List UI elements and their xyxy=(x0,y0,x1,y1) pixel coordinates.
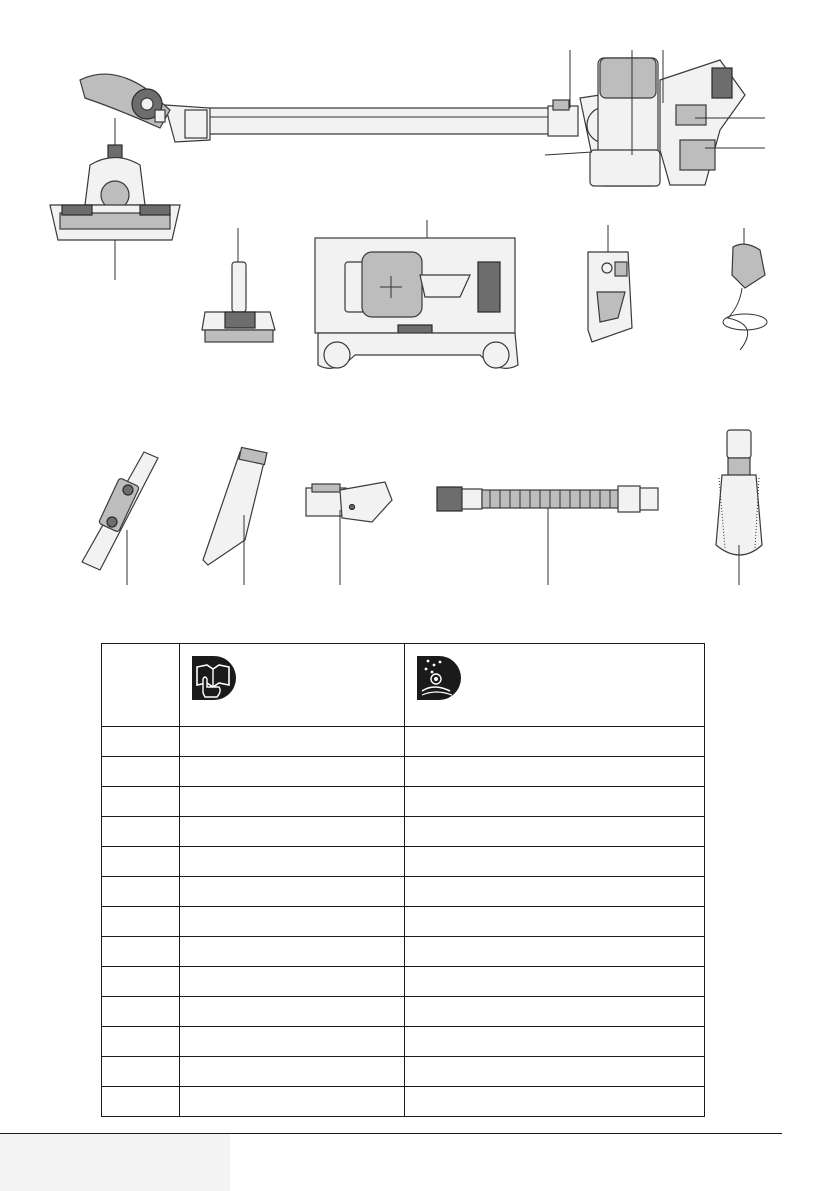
wall-mount-bracket-icon xyxy=(315,220,518,368)
table-row xyxy=(102,757,705,787)
table-cell xyxy=(102,817,180,847)
table-cell xyxy=(180,967,405,997)
table-cell xyxy=(180,847,405,877)
table-cell xyxy=(180,757,405,787)
adapter-tube-icon xyxy=(82,452,158,585)
table-cell xyxy=(405,847,705,877)
table-cell xyxy=(180,1057,405,1087)
table-header-row xyxy=(102,644,705,727)
table-cell xyxy=(180,787,405,817)
table-row xyxy=(102,997,705,1027)
storage-hook-icon xyxy=(588,225,632,342)
table-cell xyxy=(405,727,705,757)
table-row xyxy=(102,937,705,967)
table-row xyxy=(102,907,705,937)
table-cell xyxy=(102,1087,180,1117)
crevice-nozzle-icon xyxy=(203,447,267,585)
table-cell xyxy=(180,877,405,907)
table-cell xyxy=(405,1027,705,1057)
dusting-brush-icon xyxy=(716,430,762,585)
table-row xyxy=(102,847,705,877)
table-cell xyxy=(405,1057,705,1087)
flexible-hose-icon xyxy=(437,486,658,585)
table-cell xyxy=(405,937,705,967)
table-cell xyxy=(180,907,405,937)
table-cell xyxy=(102,907,180,937)
table-row xyxy=(102,727,705,757)
table-cell xyxy=(405,1087,705,1117)
table-cell xyxy=(405,997,705,1027)
table-cell xyxy=(180,1027,405,1057)
mini-nozzle-icon xyxy=(306,482,392,585)
table-cell xyxy=(102,1057,180,1087)
table-cell xyxy=(102,877,180,907)
parts-table xyxy=(101,643,705,1117)
charger-adapter-icon xyxy=(723,228,767,350)
table-cell xyxy=(102,997,180,1027)
cleaning-dust-icon xyxy=(414,653,464,703)
table-cell xyxy=(405,877,705,907)
table-cell xyxy=(180,997,405,1027)
table-row xyxy=(102,817,705,847)
table-cell xyxy=(102,727,180,757)
table-cell xyxy=(102,644,180,727)
table-cell xyxy=(102,967,180,997)
table-cell xyxy=(405,817,705,847)
table-row xyxy=(102,787,705,817)
mini-turbo-brush-icon xyxy=(202,228,275,342)
table-cell xyxy=(180,727,405,757)
table-cell xyxy=(102,937,180,967)
table-cell xyxy=(102,847,180,877)
footer-panel xyxy=(0,1134,230,1191)
table-cell xyxy=(405,787,705,817)
table-cell xyxy=(102,757,180,787)
table-cell xyxy=(405,644,705,727)
table-row xyxy=(102,1087,705,1117)
table-cell xyxy=(180,1087,405,1117)
table-cell xyxy=(180,644,405,727)
table-row xyxy=(102,1057,705,1087)
table-row xyxy=(102,1027,705,1057)
table-row xyxy=(102,967,705,997)
table-cell xyxy=(405,967,705,997)
table-cell xyxy=(102,787,180,817)
read-manual-icon xyxy=(189,653,239,703)
table-cell xyxy=(102,1027,180,1057)
table-cell xyxy=(180,817,405,847)
table-row xyxy=(102,877,705,907)
table-cell xyxy=(180,937,405,967)
table-cell xyxy=(405,907,705,937)
table-cell xyxy=(405,757,705,787)
